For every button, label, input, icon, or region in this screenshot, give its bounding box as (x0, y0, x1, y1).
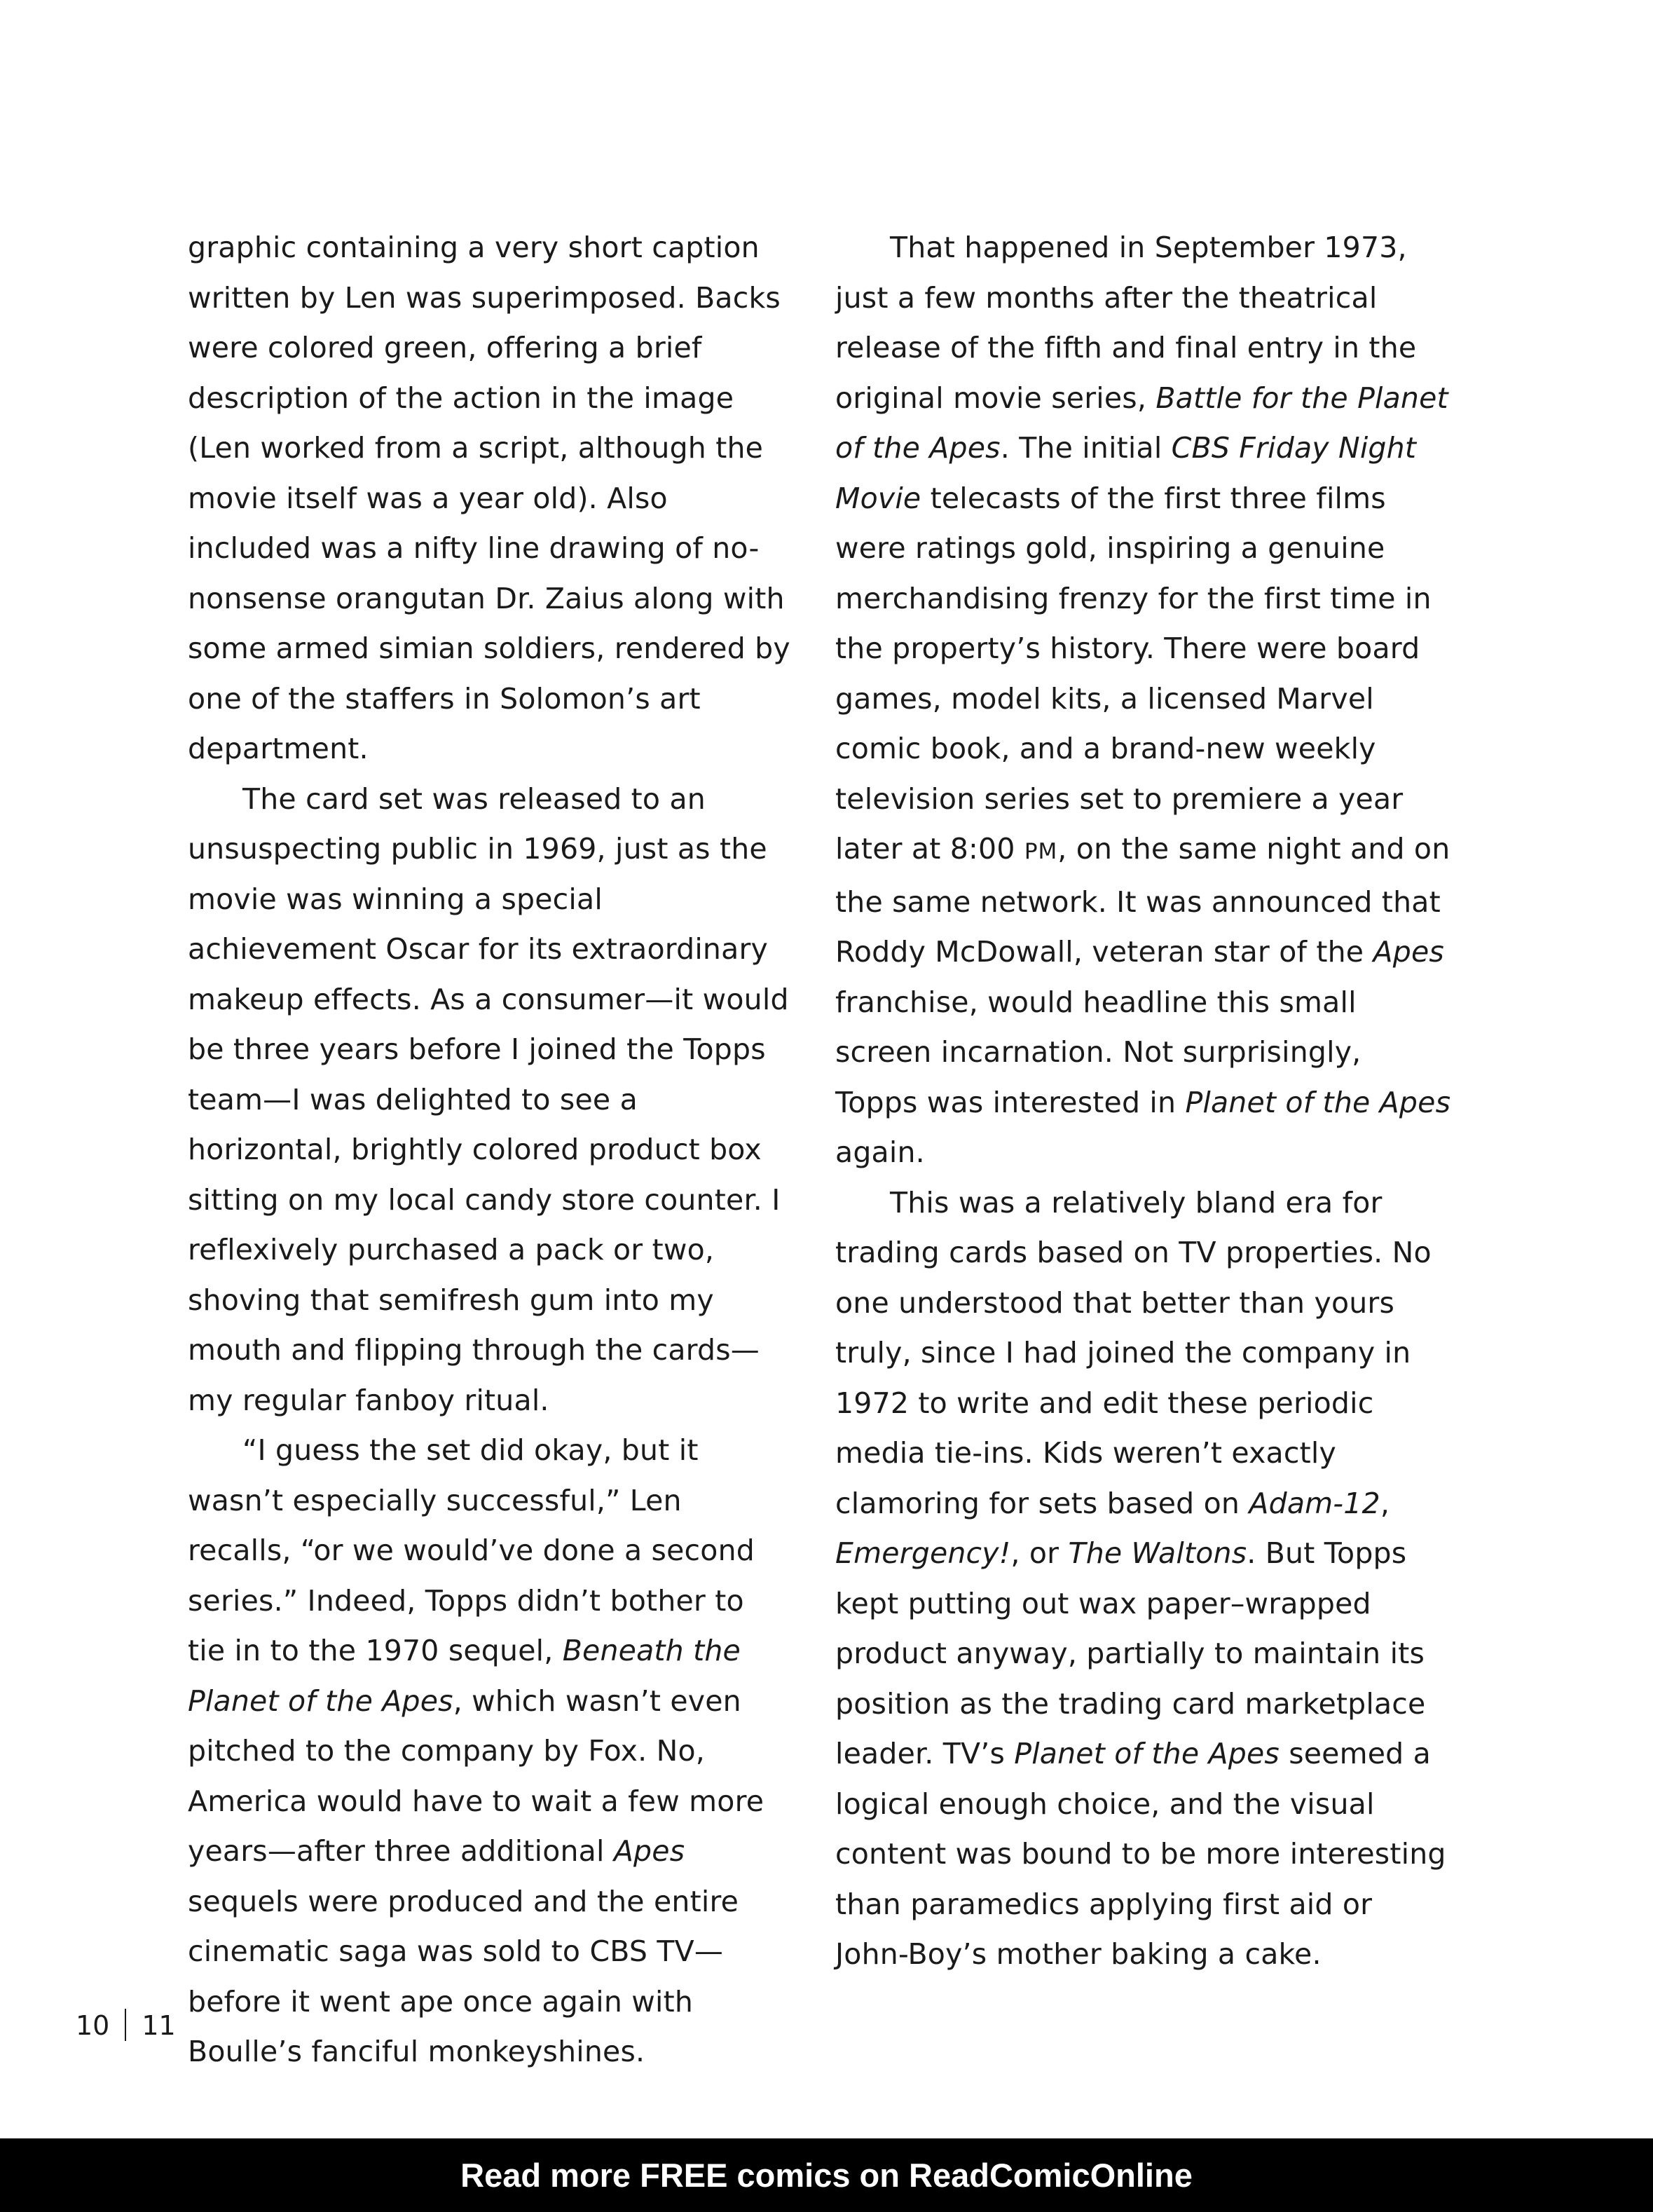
movie-title: Battle for the Planet of the Apes (835, 381, 1448, 465)
paragraph-text: “I guess the set did okay, but it wasn’t especially successful,” Len recalls, “or we would’ve done a second series.” Indeed, Topps didn’t bother to tie in to the 1970 sequel, (188, 1433, 755, 1667)
page-number-right: 11 (142, 2010, 176, 2041)
paragraph (188, 774, 790, 1426)
paragraph-text: sequels were produced and the entire cinematic saga was sold to CBS TV—before it went ape once again with Boulle’s fanciful monkeyshines. (188, 1884, 739, 2068)
page-numbers (76, 2008, 176, 2044)
page-number-left: 10 (76, 2010, 110, 2041)
program-title: CBS Friday Night Movie (835, 431, 1417, 515)
paragraph-text: The card set was released to an unsuspecting public in 1969, just as the movie was winning a special achievement Oscar for its extraordinary makeup effects. As a consumer—it would be three years before I joined the Topps team—I was delighted to see a horizontal, brightly colored product box sitting on my local candy store counter. I reflexively purchased a pack or two, shoving that semifresh gum into my mouth and flipping through the cards—my regular fanboy ritual. (188, 781, 789, 1417)
left-text-column (188, 223, 790, 2077)
paragraph-text: graphic containing a very short caption written by Len was superimposed. Backs were colored green, offering a brief description of the action in the image (Len worked from a script, although the movie itself was a year old). Also included was a nifty line drawing of no-nonsense orangutan Dr. Zaius along with some armed simian soldiers, rendered by one of the staffers in Solomon’s art department. (188, 231, 790, 765)
paragraph-text: seemed a logical enough choice, and the visual content was bound to be more interesting than paramedics applying first aid or John-Boy’s mother baking a cake. (835, 1737, 1446, 1971)
movie-title: Beneath the Planet of the Apes (188, 1634, 741, 1718)
paragraph-text: , on the same night and on the same network. It was announced that Roddy McDowall, veteran star of the (835, 832, 1450, 969)
paragraph (188, 223, 790, 774)
paragraph-text: , (1380, 1486, 1390, 1520)
page-number-divider (125, 2009, 126, 2041)
paragraph (835, 1178, 1452, 1980)
movie-title: Apes (1373, 935, 1444, 969)
right-text-column (835, 223, 1452, 1980)
paragraph-text: , or (1010, 1536, 1069, 1570)
show-title: The Waltons (1068, 1536, 1247, 1570)
paragraph-text: This was a relatively bland era for trading cards based on TV properties. No one understood that better than yours truly, since I had joined the company in 1972 to write and edit these periodic media tie-ins. Kids weren’t exactly clamoring for sets based on (835, 1185, 1432, 1520)
movie-title: Planet of the Apes (1185, 1085, 1451, 1119)
paragraph-text: . But Topps kept putting out wax paper–wrapped product anyway, partially to maintain its position as the trading card marketplace leader. TV’s (835, 1536, 1426, 1770)
paragraph-text: telecasts of the first three films were ratings gold, inspiring a genuine merchandising frenzy for the first time in the property’s history. There were board games, model kits, a licensed Marvel comic book, and a brand-new weekly television series set to premiere a year later at 8:00 (835, 481, 1432, 866)
paragraph-text: . The initial (1000, 431, 1172, 465)
paragraph-text: , which wasn’t even pitched to the company by Fox. No, America would have to wait a few more years—after three additional (188, 1684, 764, 1868)
paragraph (835, 223, 1452, 1178)
time-suffix: PM (1024, 839, 1058, 864)
show-title: Adam-12 (1249, 1486, 1380, 1520)
paragraph (188, 1426, 790, 2077)
movie-title: Apes (613, 1834, 685, 1868)
paragraph-text: That happened in September 1973, just a few months after the theatrical release of the fifth and final entry in the original movie series, (835, 231, 1417, 415)
show-title: Emergency! (835, 1536, 1011, 1570)
promo-banner[interactable] (0, 2138, 1653, 2212)
paragraph-text: franchise, would headline this small screen incarnation. Not surprisingly, Topps was interested in (835, 985, 1362, 1119)
paragraph-text: again. (835, 1135, 925, 1169)
promo-banner-text: Read more FREE comics on ReadComicOnline (460, 2157, 1193, 2194)
show-title: Planet of the Apes (1014, 1737, 1280, 1770)
